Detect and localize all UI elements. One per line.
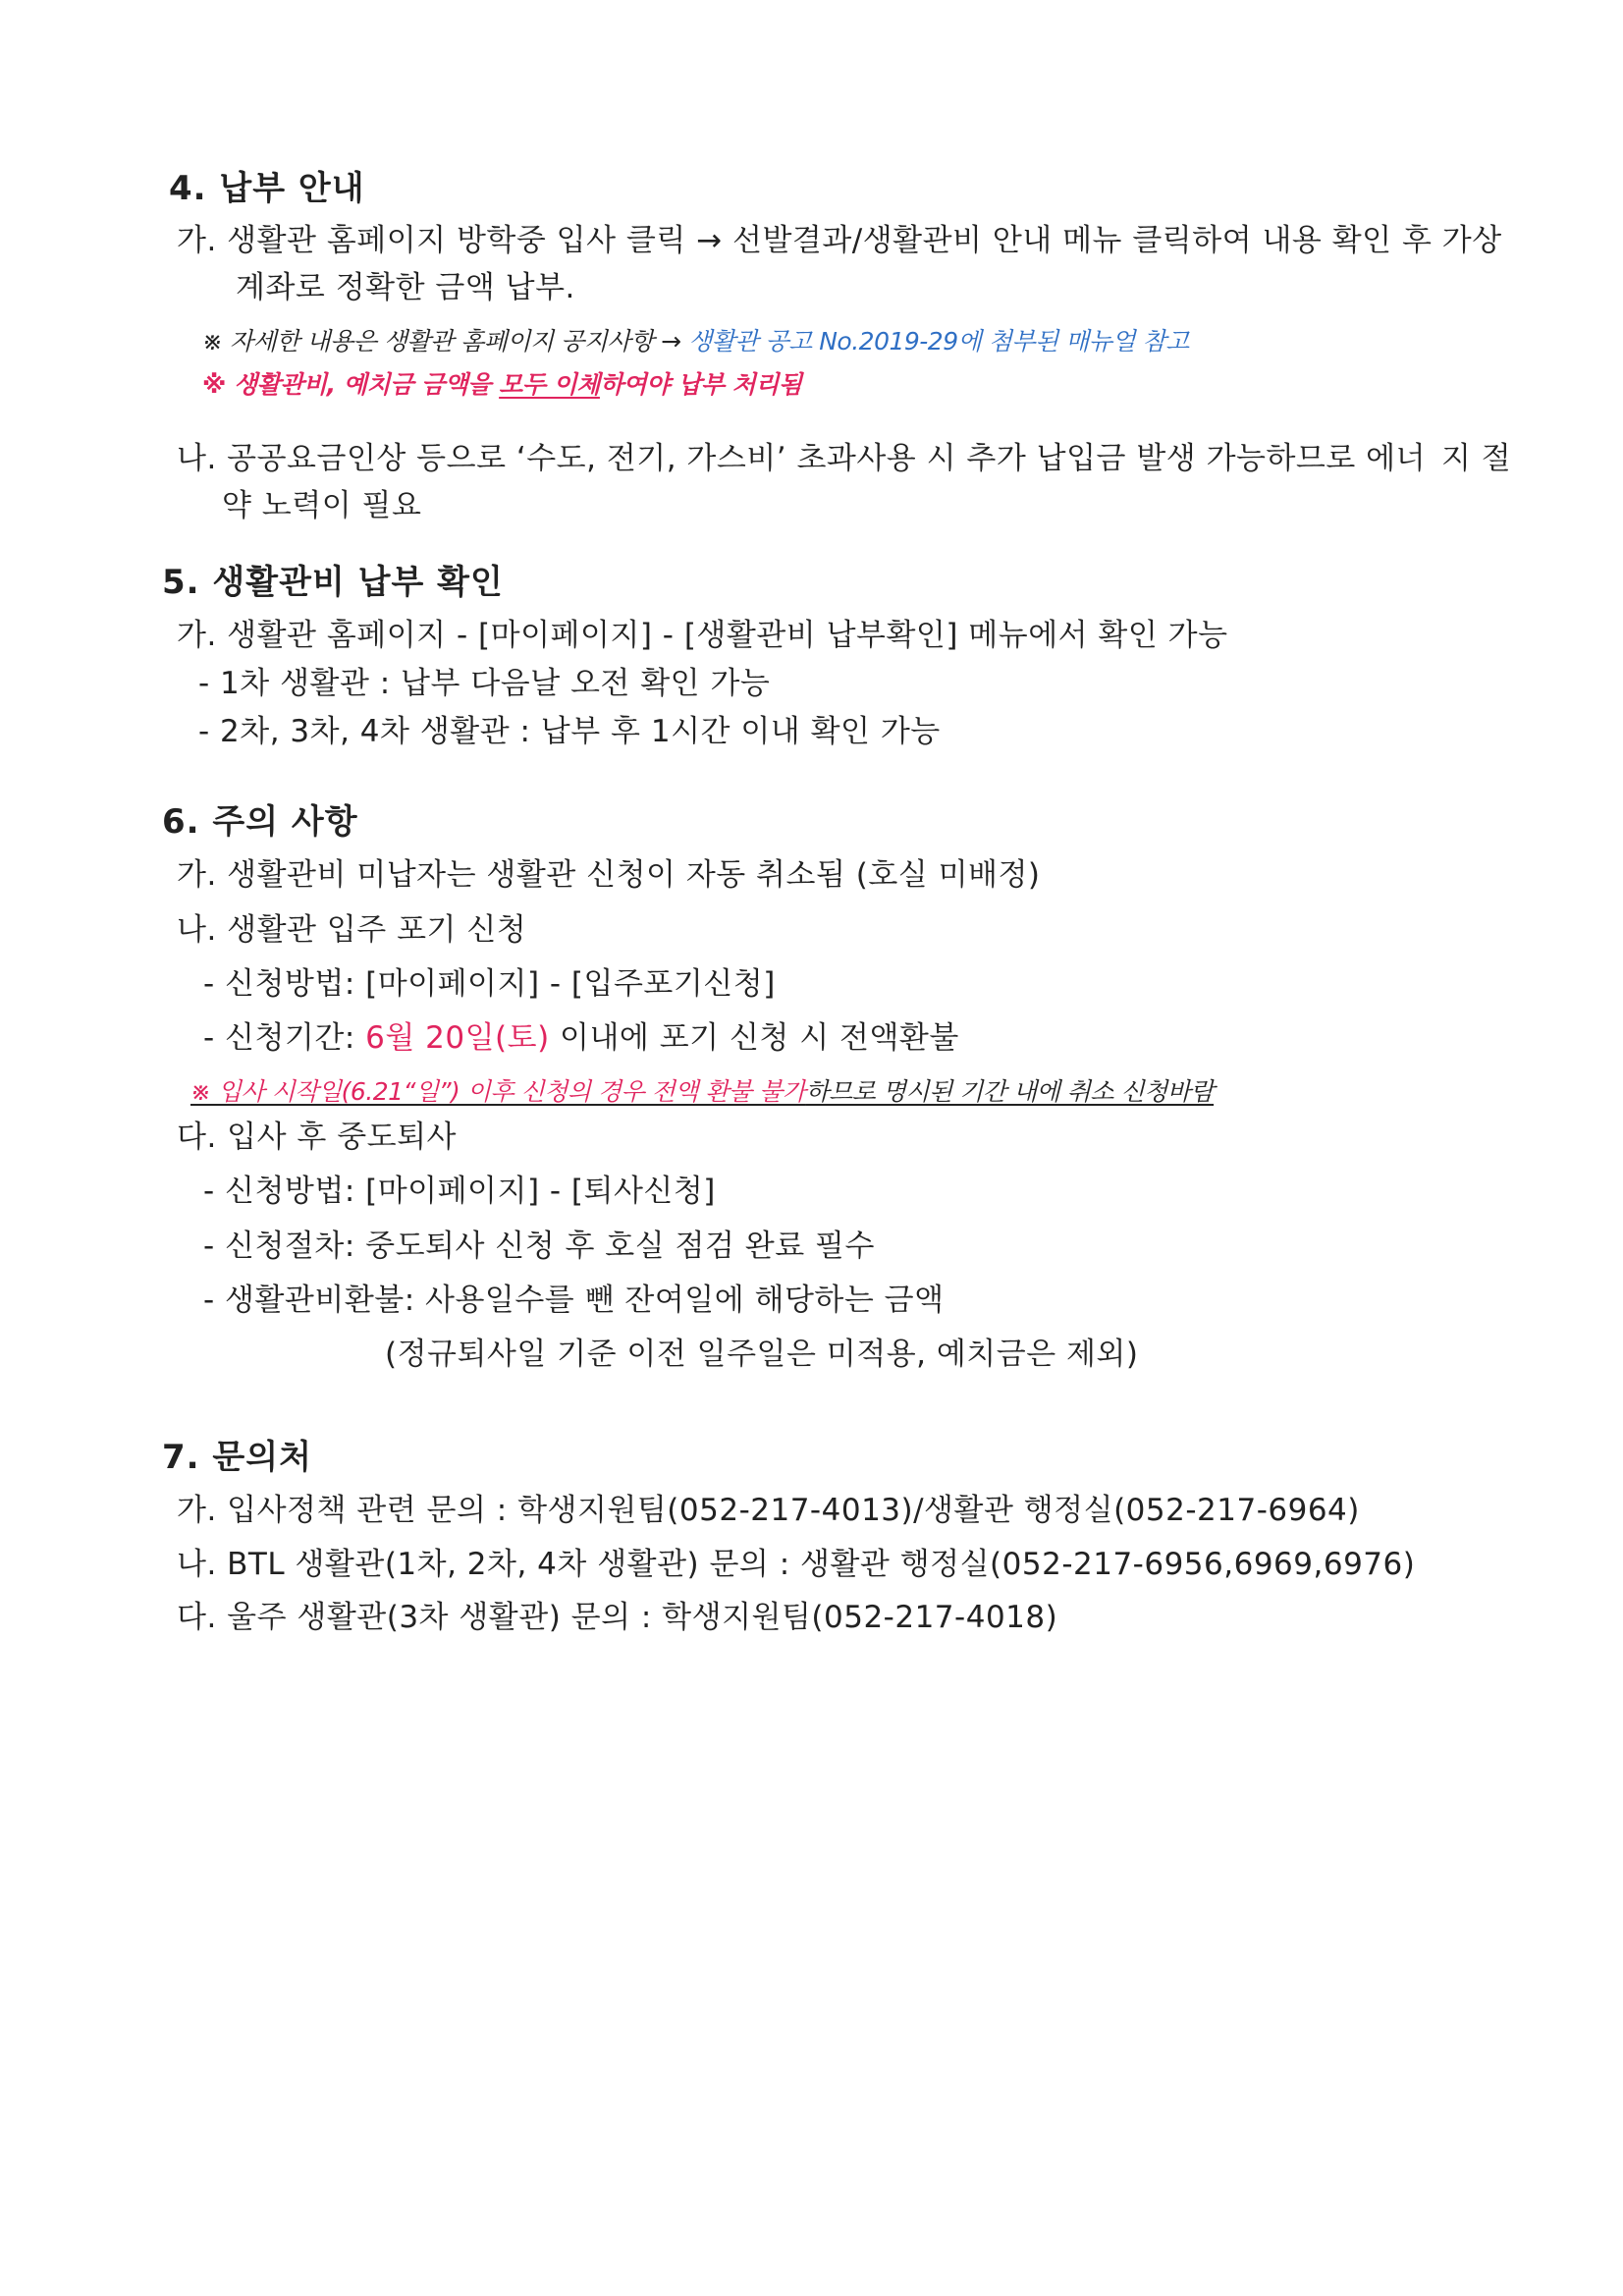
section-7-item-da: 다. 울주 생활관(3차 생활관) 문의 : 학생지원팀(052-217-4018)	[177, 1600, 1058, 1635]
na-period-rest: 이내에 포기 신청 시 전액환불	[549, 1020, 959, 1056]
section-6-da-method: - 신청방법: [마이페이지] - [퇴사신청]	[203, 1174, 716, 1209]
na-period-label: - 신청기간:	[203, 1020, 366, 1056]
section-4-item-ga-line1: 가. 생활관 홈페이지 방학중 입사 클릭 → 선발결과/생활관비 안내 메뉴 클릭하여 내용 확인 후 가상	[177, 223, 1502, 258]
section-6-na-method: - 신청방법: [마이페이지] - [입주포기신청]	[203, 966, 776, 1002]
section-6-refund-note	[190, 1072, 1214, 1112]
section-6-heading: 6. 주의 사항	[162, 802, 358, 842]
refund-note-instruction: 하므로 명시된 기간 내에 취소 신청바람	[805, 1077, 1215, 1106]
transfer-warning-part1: ※ 생활관비, 예치금 금액을	[202, 370, 500, 399]
section-5-subitem-1: - 1차 생활관 : 납부 다음날 오전 확인 가능	[198, 666, 771, 701]
section-7-heading: 7. 문의처	[162, 1438, 312, 1477]
transfer-warning-emphasis: 모두 이체	[499, 370, 600, 399]
section-6-da-procedure: - 신청절차: 중도퇴사 신청 후 호실 점검 완료 필수	[203, 1229, 875, 1264]
reference-note-link-text: 생활관 공고 No.2019-29에 첨부된 매뉴얼 참고	[688, 327, 1189, 355]
section-6-da-refund-note: (정규퇴사일 기준 이전 일주일은 미적용, 예치금은 제외)	[385, 1337, 1139, 1372]
reference-note-prefix: ※ 자세한 내용은 생활관 홈페이지 공지사항 →	[202, 327, 689, 355]
section-4-item-ga-line2: 계좌로 정확한 금액 납부.	[236, 270, 575, 305]
section-7-item-ga: 가. 입사정책 관련 문의 : 학생지원팀(052-217-4013)/생활관 행정실(052-217-6964)	[177, 1493, 1360, 1528]
section-4-item-na-line2: 약 노력이 필요	[222, 488, 422, 523]
section-4-reference-note	[202, 322, 1189, 361]
section-4-heading: 4. 납부 안내	[169, 169, 365, 208]
section-6-da-refund: - 생활관비환불: 사용일수를 뺀 잔여일에 해당하는 금액	[203, 1283, 945, 1318]
transfer-warning-part2: 하여야 납부 처리됨	[599, 370, 802, 399]
na-period-deadline: 6월 20일(토)	[365, 1020, 550, 1056]
section-6-item-ga: 가. 생활관비 미납자는 생활관 신청이 자동 취소됨 (호실 미배정)	[177, 857, 1041, 893]
section-6-na-period	[203, 1018, 959, 1058]
section-5-heading: 5. 생활관비 납부 확인	[162, 563, 504, 602]
section-7-item-na: 나. BTL 생활관(1차, 2차, 4차 생활관) 문의 : 생활관 행정실(052-217-6956,6969,6976)	[177, 1547, 1416, 1582]
refund-note-warning: ※ 입사 시작일(6.21“일”) 이후 신청의 경우 전액 환불 불가	[190, 1077, 806, 1106]
section-5-item-ga: 가. 생활관 홈페이지 - [마이페이지] - [생활관비 납부확인] 메뉴에서 확인 가능	[177, 618, 1228, 653]
section-4-item-na-line1-tail: 지 절	[1441, 441, 1512, 476]
section-4-item-na-line1: 나. 공공요금인상 등으로 ‘수도, 전기, 가스비’ 초과사용 시 추가 납입금 발생 가능하므로 에너	[177, 441, 1427, 476]
section-6-item-da: 다. 입사 후 중도퇴사	[177, 1120, 457, 1155]
section-5-subitem-2: - 2차, 3차, 4차 생활관 : 납부 후 1시간 이내 확인 가능	[198, 714, 941, 749]
section-4-transfer-warning	[202, 365, 802, 405]
section-6-item-na: 나. 생활관 입주 포기 신청	[177, 912, 527, 948]
